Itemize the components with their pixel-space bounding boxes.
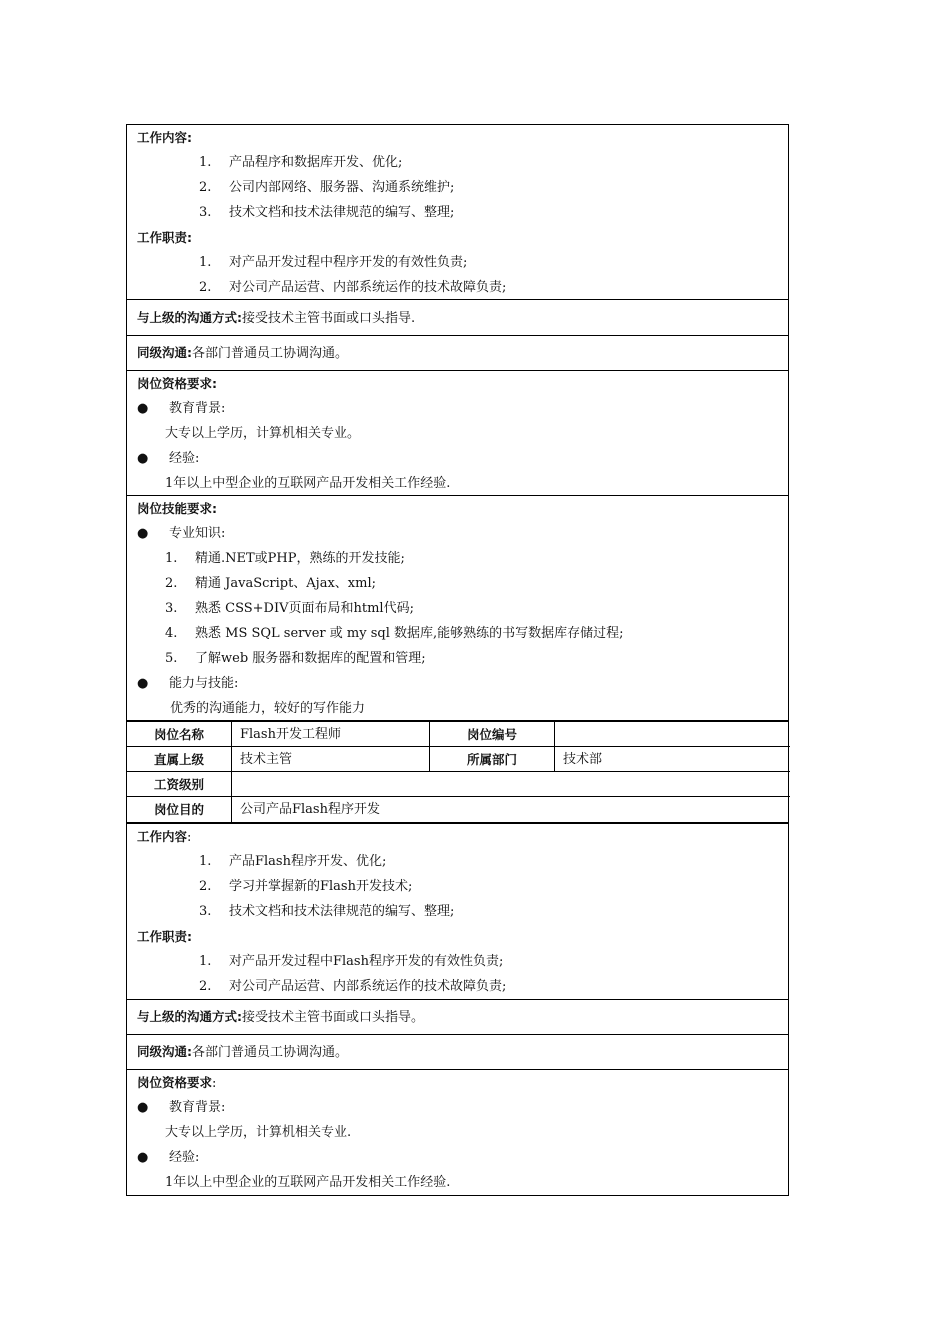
qualification-title: 岗位资格要求 bbox=[137, 1075, 213, 1090]
peer-communication-text: 各部门普通员工协调沟通。 bbox=[192, 1045, 349, 1060]
job-description-document bbox=[126, 124, 789, 1196]
list-item: 2. 对公司产品运营、内部系统运作的技术故障负责; bbox=[199, 979, 507, 994]
education-text: 大专以上学历，计算机相关专业. bbox=[165, 1125, 352, 1140]
list-item: 3. 技术文档和技术法律规范的编写、整理; bbox=[199, 205, 455, 220]
list-item: ● 能力与技能: bbox=[137, 671, 788, 696]
qualification-section: 岗位资格要求: ● 教育背景: 大专以上学历，计算机相关专业. ● 经验: 1年以上中型企业的互联网产品开发相关工作经验. bbox=[126, 1070, 789, 1196]
work-content-section bbox=[126, 124, 789, 300]
position-code-value bbox=[555, 722, 790, 747]
list-item: 3. 熟悉 CSS+DIV页面布局和html代码; bbox=[165, 601, 414, 616]
work-content-section: 工作内容: 1. 产品Flash程序开发、优化; 2. 学习并掌握新的Flash开发技术; 3. 技术文档和技术法律规范的编写、整理; 工作职责: 1. 对产品开发过程中Flash程序开发的有效性负责; 2. 对公司产品运营、内部系统运作的技术故障负责; bbox=[126, 823, 789, 1000]
peer-communication-text: 各部门普通员工协调沟通。 bbox=[192, 346, 349, 361]
list-item: 3. 技术文档和技术法律规范的编写、整理; bbox=[199, 904, 455, 919]
position-info-table bbox=[126, 721, 789, 823]
list-item: 1. 精通.NET或PHP，熟练的开发技能; bbox=[165, 551, 405, 566]
ability-text: 优秀的沟通能力，较好的写作能力 bbox=[170, 701, 366, 716]
position-purpose-value: 公司产品Flash程序开发 bbox=[240, 802, 380, 817]
list-item: ● 教育背景: bbox=[137, 1095, 788, 1120]
department-label: 所属部门 bbox=[430, 747, 555, 772]
work-duty-title: 工作职责: bbox=[137, 230, 192, 245]
position-code-label: 岗位编号 bbox=[430, 722, 555, 747]
list-item: ● 经验: bbox=[137, 1145, 788, 1170]
list-item: 1. 对产品开发过程中Flash程序开发的有效性负责; bbox=[199, 954, 504, 969]
position-purpose-label: 岗位目的 bbox=[127, 797, 232, 822]
superior-communication-text: 接受技术主管书面或口头指导. bbox=[242, 311, 416, 326]
list-item: 1. 对产品开发过程中程序开发的有效性负责; bbox=[199, 255, 468, 270]
list-item: ● 专业知识: bbox=[137, 521, 788, 546]
bullet-icon: ● bbox=[137, 526, 149, 541]
experience-text: 1年以上中型企业的互联网产品开发相关工作经验. bbox=[165, 476, 451, 491]
work-content-title: 工作内容: bbox=[137, 130, 192, 145]
work-duty-title: 工作职责: bbox=[137, 929, 192, 944]
list-item: 4. 熟悉 MS SQL server 或 my sql 数据库,能够熟练的书写数据库存储过程; bbox=[165, 626, 624, 641]
superior-communication-row bbox=[126, 300, 789, 336]
direct-superior-label: 直属上级 bbox=[127, 747, 232, 772]
peer-communication-label: 同级沟通: bbox=[137, 345, 192, 360]
list-item: 1. 产品程序和数据库开发、优化; bbox=[199, 155, 403, 170]
list-item: 5. 了解web 服务器和数据库的配置和管理; bbox=[165, 651, 426, 666]
bullet-icon: ● bbox=[137, 1100, 149, 1115]
bullet-icon: ● bbox=[137, 451, 149, 466]
list-item: 2. 学习并掌握新的Flash开发技术; bbox=[199, 879, 413, 894]
experience-text: 1年以上中型企业的互联网产品开发相关工作经验. bbox=[165, 1175, 451, 1190]
peer-communication-label: 同级沟通: bbox=[137, 1044, 192, 1059]
superior-communication-label: 与上级的沟通方式: bbox=[137, 1009, 242, 1024]
education-text: 大专以上学历，计算机相关专业。 bbox=[165, 426, 361, 441]
qualification-title: 岗位资格要求: bbox=[137, 376, 217, 391]
bullet-icon: ● bbox=[137, 1150, 149, 1165]
list-item: ● 经验: bbox=[137, 446, 788, 471]
bullet-icon: ● bbox=[137, 401, 149, 416]
skill-section bbox=[126, 496, 789, 721]
superior-communication-label: 与上级的沟通方式: bbox=[137, 310, 242, 325]
list-item: 2. 精通 JavaScript、Ajax、xml; bbox=[165, 576, 376, 591]
peer-communication-row bbox=[126, 336, 789, 371]
department-value: 技术部 bbox=[555, 747, 790, 772]
superior-communication-row bbox=[126, 1000, 789, 1035]
skill-title: 岗位技能要求: bbox=[137, 501, 217, 516]
position-name-value: Flash开发工程师 bbox=[232, 722, 430, 747]
salary-grade-label: 工资级别 bbox=[127, 772, 232, 797]
qualification-section bbox=[126, 371, 789, 496]
direct-superior-value: 技术主管 bbox=[232, 747, 430, 772]
superior-communication-text: 接受技术主管书面或口头指导。 bbox=[242, 1010, 425, 1025]
position-name-label: 岗位名称 bbox=[127, 722, 232, 747]
peer-communication-row bbox=[126, 1035, 789, 1070]
list-item: 1. 产品Flash程序开发、优化; bbox=[199, 854, 387, 869]
salary-grade-value bbox=[232, 772, 790, 797]
list-item: 2. 公司内部网络、服务器、沟通系统维护; bbox=[199, 180, 455, 195]
bullet-icon: ● bbox=[137, 676, 149, 691]
list-item: ● 教育背景: bbox=[137, 396, 788, 421]
list-item: 2. 对公司产品运营、内部系统运作的技术故障负责; bbox=[199, 280, 507, 295]
work-content-title: 工作内容 bbox=[137, 829, 188, 844]
